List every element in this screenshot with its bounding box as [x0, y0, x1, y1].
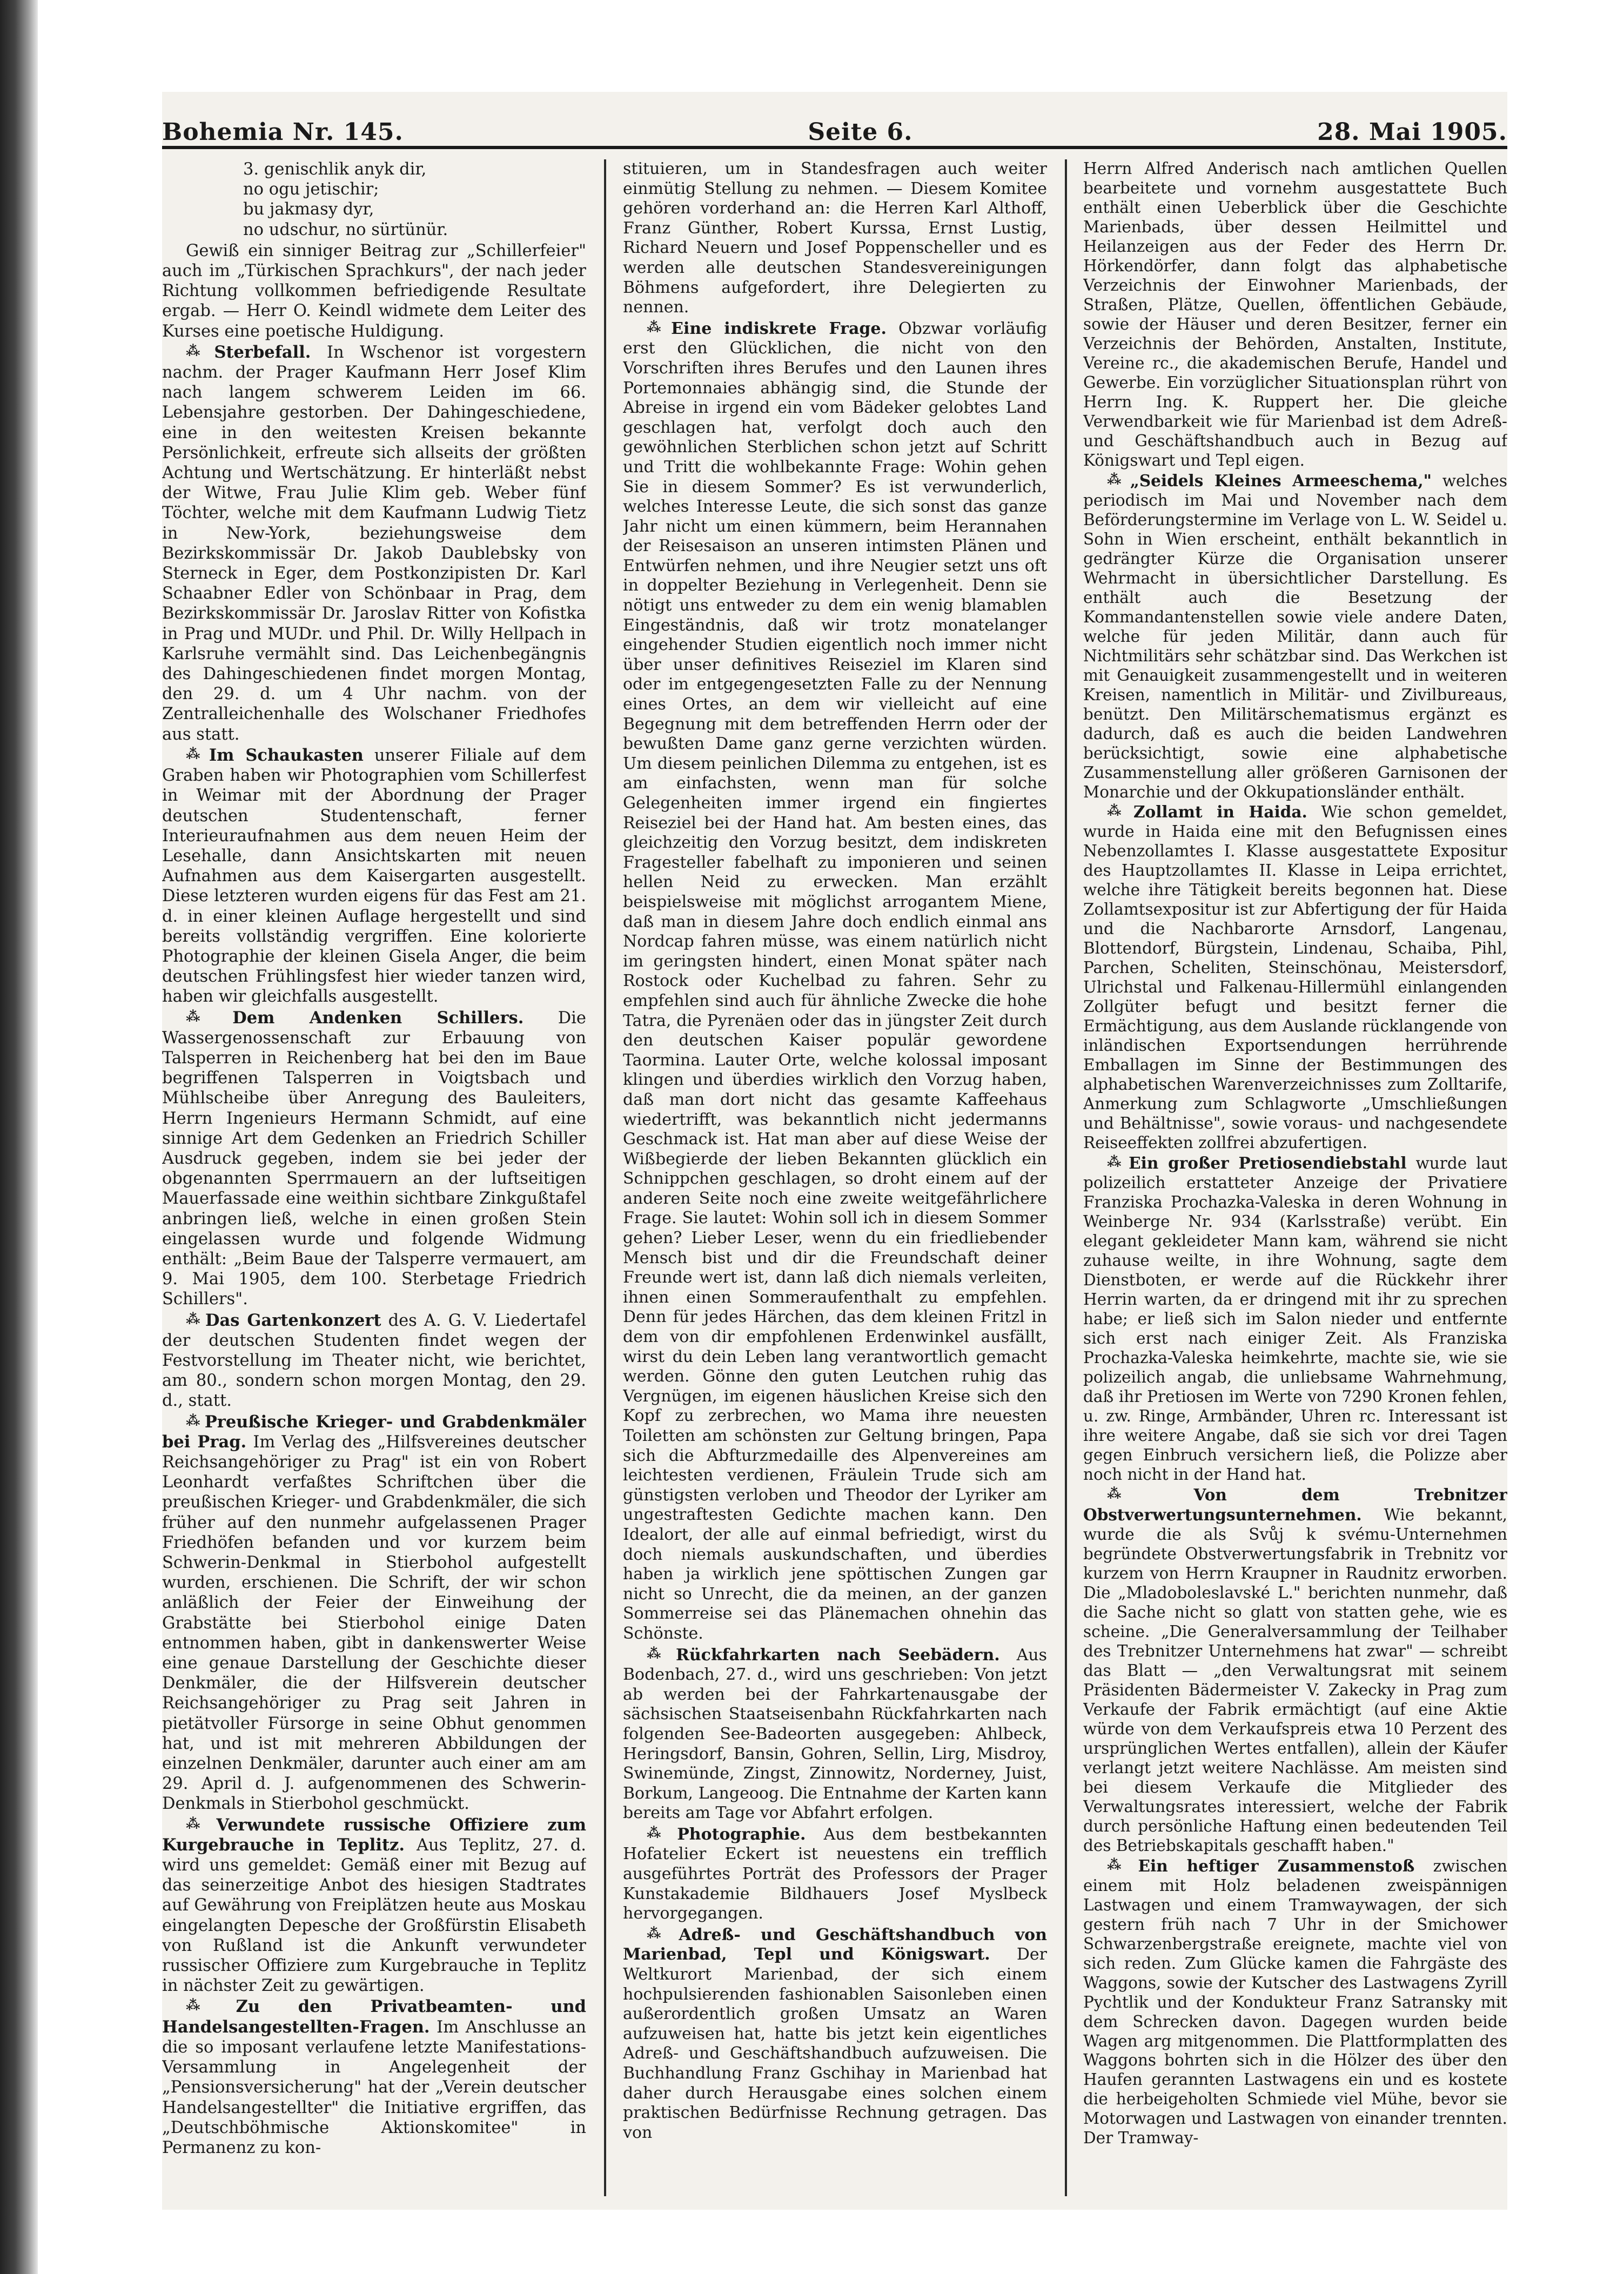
asterism-icon: ⁂: [647, 1925, 676, 1942]
news-item-body: Aus Teplitz, 27. d. wird uns gemeldet: Gemäß einer mit Bezug auf das seinerzeitige Anbot des hiesigen Stadtrates auf Gewährung von Freiplätzen heute aus Moskau eingelangten Depesche der Großfürstin Elisabeth von Rußland ist die Ankunft verwundeter russischer Offiziere zum Kurgebrauche in Teplitz in nächster Zeit zu gewärtigen.: [162, 1835, 586, 1996]
news-item-body: Im Anschlusse an die so imposant verlaufene letzte Manifestations-Versammlung in Angelegenheit der „Pensionsversicherung" hat der „Verein deutscher Handelsangestellter" die Initiative ergriffen, das „Deutschböhmische Aktionskomitee" in Permanenz zu kon-: [162, 2017, 586, 2157]
asterism-icon: ⁂: [647, 1824, 674, 1841]
news-item-body: Aus Bodenbach, 27. d., wird uns geschrieben: Von jetzt ab werden bei der Fahrkartenausgabe der sächsischen Staatseisenbahn Rückfahrkarten nach folgenden See-Badeorten ausgegeben: Ahlbeck, Heringsdorf, Bansin, Gohren, Sellin, Lirg, Misdroy, Swinemünde, Zingst, Zinnowitz, Norderney, Juist, Borkum, Langeoog. Die Entnahme der Karten kann bereits am Tage vor Abfahrt erfolgen.: [623, 1645, 1047, 1823]
news-item: [162, 1814, 586, 1996]
newspaper-page: [162, 92, 1507, 2210]
poem-verse: 3. genischlik anyk dir, no ogu jetischir; bu jakmasy dyr, no udschur, no sürtünür.: [243, 160, 448, 239]
news-item-body: unserer Filiale auf dem Graben haben wir Photographien vom Schillerfest in Weimar mit der Abordnung der Prager deutschen Studentenschaft, ferner Interieuraufnahmen aus dem neuen Heim der Lesehalle, dann Ansichtskarten mit neuen Aufnahmen aus dem Kaisergarten ausgestellt. Diese letzteren wurden eigens für das Fest am 21. d. in einer kleinen Auflage hergestellt und sind bereits vollständig vergriffen. Eine kolorierte Photographie der kleinen Gisela Anger, die beim deutschen Frühlingsfest hier wieder tanzen wird, haben wir gleichfalls ausgestellt.: [162, 746, 586, 1007]
news-item: [1083, 471, 1507, 802]
column-2: [623, 159, 1047, 2202]
news-item-headline: Zu den Privatbeamten- und Handelsangestellten-Fragen.: [162, 1997, 586, 2037]
asterism-icon: ⁂: [1107, 471, 1127, 488]
news-item-body: In Wschenor ist vorgestern nachm. der Prager Kaufmann Herr Josef Klim nach langem schwerem Leiden im 66. Lebensjahre gestorben. Der Dahingeschiedene, eine in den weitesten Kreisen bekannte Persönlichkeit, erfreute sich allseits der größten Achtung und Wertschätzung. Er hinterläßt nebst der Witwe, Frau Julie Klim geb. Weber fünf Töchter, welche mit dem Kaufmann Ludwig Tietz in New-York, beziehungsweise dem Bezirkskommissär Dr. Jakob Daublebsky von Sterneck in Eger, dem Postkonzipisten Dr. Karl Schaabner Edler von Schönbaar in Prag, dem Bezirkskommissär Dr. Jaroslav Ritter von Kofistka in Prag und MUDr. und Phil. Dr. Willy Hellpach in Karlsruhe vermählt sind. Das Leichenbegängnis des Dahingeschiedenen findet morgen Montag, den 29. d. um 4 Uhr nachm. von der Zentralleichenhalle des Wolschaner Friedhofes aus statt.: [162, 343, 586, 744]
news-item-headline: Verwundete russische Offiziere zum Kurgebrauche in Teplitz.: [162, 1815, 586, 1855]
news-item-body: des A. G. V. Liedertafel der deutschen Studenten findet wegen der Festvorstellung im Theater nicht, wie berichtet, am 80., sondern schon morgen Montag, den 29. d., statt.: [162, 1311, 586, 1411]
header-rule: [162, 146, 1507, 149]
asterism-icon: ⁂: [186, 1008, 230, 1025]
news-item: [162, 1007, 586, 1310]
news-item-headline: Eine indiskrete Frage.: [671, 319, 887, 338]
news-item-body: welches periodisch im Mai und November nach dem Beförderungstermine im Verlage von L. W. Seidel u. Sohn in Wien erscheint, enthält bekanntlich in gedrängter Kürze die Organisation unserer Wehrmacht in übersichtlicher Darstellung. Es enthält auch die Besetzung der Kommandantenstellen sowie viele andere Daten, welche für jeden Militär, dann auch für Nichtmilitärs sehr schätzbar sind. Das Werkchen ist mit Genauigkeit zusammengestellt und in weiteren Kreisen, namentlich in Militär- und Zivilbureaus, benützt. Den Militärschematismus ergänzt es dadurch, daß es auch die beiden Landwehren berücksichtigt, sowie eine alphabetische Zusammenstellung aller größeren Garnisonen der Monarchie und der Okkupationsländer enthält.: [1083, 471, 1507, 801]
news-item: [1083, 1485, 1507, 1856]
news-item-headline: Preußische Krieger- und Grabdenkmäler bei Prag.: [162, 1412, 586, 1452]
news-item: [162, 744, 586, 1007]
news-item-headline: Von dem Trebnitzer Obstverwertungsunternehmen.: [1083, 1485, 1507, 1524]
news-item: [162, 1310, 586, 1411]
paragraph: Herrn Alfred Anderisch nach amtlichen Quellen bearbeitete und vornehm ausgestattete Buch enthält einen Ueberblick über die Geschichte Marienbads, über dessen Heilmittel und Heilanzeigen aus der Feder des Herrn Dr. Hörkendörfer, dann folgt das alphabetische Verzeichnis der Einwohner Marienbads, der Straßen, Plätze, Quellen, öffentlichen Gebäude, sowie der Häuser und deren Besitzer, ferner ein Verzeichnis der Behörden, Anstalten, Institute, Vereine rc., die akademischen Berufe, Handel und Gewerbe. Ein vorzüglicher Situationsplan rührt von Herrn Ing. K. Ruppert her. Die gleiche Verwendbarkeit wie für Marienbad ist dem Adreß- und Geschäftshandbuch auch in Bezug auf Königswart und Tepl eigen.: [1083, 159, 1507, 469]
masthead-issue: Bohemia Nr. 145.: [162, 118, 404, 146]
news-item: [1083, 1856, 1507, 2149]
news-item: [1083, 802, 1507, 1153]
news-item-body: wurde laut polizeilich erstatteter Anzeige der Privatiere Franziska Prochazka-Valeska in deren Wohnung in Weinberge Nr. 934 (Karlsstraße) verübt. Ein elegant gekleideter Mann kam, während sie nicht zuhause weilte, in ihre Wohnung, sagte dem Dienstboten, er werde auf die Rückkehr ihrer Herrin warten, da er dringend mit ihr zu sprechen habe; er ließ sich im Salon nieder und entfernte sich erst nach einiger Zeit. Als Franziska Prochazka-Valeska heimkehrte, machte sie, wie sie polizeilich angab, die unliebsame Wahrnehmung, daß ihr Pretiosen im Werte von 7290 Kronen fehlen, u. zw. Ringe, Armbänder, Uhren rc. Interessant ist ihre weitere Angabe, daß sie sich vor drei Tagen gegen Einbruch versichern ließ, die Polizze aber noch nicht in der Hand hat.: [1083, 1154, 1507, 1484]
column-rule: [1065, 159, 1067, 2196]
news-item-headline: Das Gartenkonzert: [205, 1310, 381, 1330]
paragraph: Gewiß ein sinniger Beitrag zur „Schillerfeier" auch im „Türkischen Sprachkurs", der nach jeder Richtung vollkommen befriedigende Resultate ergab. — Herr O. Keindl widmete dem Leiter des Kurses eine poetische Huldigung.: [162, 241, 586, 341]
news-item: [162, 341, 586, 744]
column-3: [1083, 159, 1507, 2202]
asterism-icon: ⁂: [186, 1997, 233, 2014]
news-item-body: Im Verlag des „Hilfsvereines deutscher Reichsangehöriger zu Prag" ist ein von Robert Leonhardt verfaßtes Schriftchen über die preußischen Krieger- und Grabdenkmäler, die sich früher auf den nunmehr aufgelassenen Prager Friedhöfen befanden und vor kurzem beim Schwerin-Denkmal in Stierbohol aufgestellt wurden, erschienen. Die Schrift, der wir schon anläßlich der Feier der Einweihung der Grabstätte bei Stierbohol einige Daten entnommen haben, gibt in dankenswerter Weise eine genaue Darstellung der Geschichte dieser Denkmäler, die der Hilfsverein deutscher Reichsangehöriger zu Prag seit Jahren in pietätvoller Fürsorge in seine Obhut genommen hat, und ist mit mehreren Abbildungen der einzelnen Denkmäler, darunter auch einer am am 29. April d. J. aufgenommenen des Schwerin-Denkmals in Stierbohol geschmückt.: [162, 1432, 586, 1814]
news-item: [623, 318, 1047, 1644]
news-item: [1083, 1153, 1507, 1485]
asterism-icon: ⁂: [186, 1815, 213, 1832]
issue-date: 28. Mai 1905.: [1317, 118, 1507, 146]
news-item-headline: Zollamt in Haida.: [1133, 802, 1307, 822]
asterism-icon: ⁂: [186, 1311, 202, 1327]
news-item-headline: „Seidels Kleines Armeeschema,": [1130, 471, 1432, 490]
news-item-headline: Sterbefall.: [214, 342, 311, 362]
news-item-body: Aus dem bestbekannten Hofatelier Eckert ist neuestens ein trefflich ausgeführtes Porträt des Professors der Prager Kunstakademie Bildhauers Josef Myslbeck hervorgegangen.: [623, 1824, 1047, 1923]
news-item: [623, 1924, 1047, 2143]
asterism-icon: ⁂: [186, 343, 211, 359]
asterism-icon: ⁂: [1107, 1154, 1126, 1171]
news-item-body: Der Weltkurort Marienbad, der sich einem hochpulsierenden fashionablen Saisonleben einen außerordentlich großen Umsatz an Waren aufzuweisen hat, hatte bis jetzt kein eigentliches Adreß- und Geschäftshandbuch aufzuweisen. Die Buchhandlung Franz Gschihay in Marienbad hat daher durch Herausgabe eines solchen einem praktischen Bedürfnisse Rechnung getragen. Das von: [623, 1945, 1047, 2142]
asterism-icon: ⁂: [186, 746, 206, 762]
scan-edge: [0, 0, 38, 2274]
column-rule: [604, 159, 606, 2196]
news-item-headline: Ein heftiger Zusammenstoß: [1138, 1856, 1415, 1875]
news-item-headline: Photographie.: [677, 1824, 806, 1844]
news-item-headline: Rückfahrkarten nach Seebädern.: [675, 1645, 1000, 1665]
asterism-icon: ⁂: [647, 319, 668, 336]
asterism-icon: ⁂: [186, 1412, 202, 1429]
page-header: [162, 108, 1507, 146]
news-item-headline: Im Schaukasten: [209, 745, 364, 765]
news-item: [623, 1823, 1047, 1924]
news-item: [162, 1411, 586, 1814]
page-number: Seite 6.: [808, 118, 913, 146]
asterism-icon: ⁂: [1107, 1856, 1135, 1873]
asterism-icon: ⁂: [647, 1645, 673, 1662]
paragraph: stituieren, um in Standesfragen auch weiter einmütig Stellung zu nehmen. — Diesem Komitee gehören vorderhand an: die Herren Karl Althoff, Franz Günther, Robert Kurssa, Ernst Lustig, Richard Neuern und Josef Poppenscheller und es werden alle deutschen Standesvereinigungen Böhmens aufgefordert, ihre Delegierten zu nennen.: [623, 159, 1047, 317]
news-item: [162, 1996, 586, 2158]
column-1: [162, 159, 586, 2202]
news-item-headline: Ein großer Pretiosendiebstahl: [1129, 1153, 1407, 1173]
news-item-body: Wie schon gemeldet, wurde in Haida eine mit den Befugnissen eines Nebenzollamtes I. Klasse ausgestattete Expositur des Hauptzollamtes II. Klasse in Leipa errichtet, welche ihre Tätigkeit bereits begonnen hat. Diese Zollamtsexpositur ist zur Abfertigung der für Haida und die Nachbarorte Arnsdorf, Langenau, Blottendorf, Bürgstein, Lindenau, Schaiba, Pihl, Parchen, Scheliten, Steinschönau, Meistersdorf, Ulrichstal und Falkenau-Hillermühl einlangenden Zollgüter befugt und besitzt ferner die Ermächtigung, aus dem Auslande rücklangende von inländischen Exportsendungen herrührende Emballagen im Sinne der Bestimmungen des alphabetischen Warenverzeichnisses zum Zolltarife, Anmerkung zum Schlagworte „Umschließungen und Behältnisse", sowie voraus- und nachgesendete Reiseeffekten zollfrei abzufertigen.: [1083, 803, 1507, 1152]
news-item-body: zwischen einem mit Holz beladenen zweispännigen Lastwagen und einem Tramwaywagen, der sich gestern früh nach 7 Uhr in der Smichower Schwarzenbergstraße ereignete, machte viel von sich reden. Zum Glücke kamen die Fahrgäste des Waggons, sowie der Kutscher des Lastwagens Zyrill Pychtlik und der Kondukteur Franz Satransky mit dem Schrecken davon. Dagegen wurden beide Wagen arg mitgenommen. Die Plattformplatten des Waggons bohrten sich in die Hölzer des über den Haufen gerannten Lastwagens ein und es kostete die herbeigeholten Schmiede viel Mühe, bevor sie Motorwagen und Lastwagen von einander trennten. Der Tramway-: [1083, 1856, 1507, 2148]
news-item-body: Wie bekannt, wurde die als Svůj k svému-Unternehmen begründete Obstverwertungsfabrik in Trebnitz vor kurzem von Herrn Kraupner in Raudnitz erworben. Die „Mladoboleslavské L." berichten nunmehr, daß die Sache nicht so glatt von statten gehe, wie es scheine. „Die Generalversammlung der Teilhaber des Trebnitzer Unternehmens hat zwar" — schreibt das Blatt — „den Verwaltungsrat mit seinem Präsidenten Bädermeister V. Zakecky in Prag zum Verkaufe der Fabrik ermächtigt (auf eine Aktie würde von dem Verkaufspreis etwa 10 Perzent des ursprünglichen Wertes entfallen), allein der Käufer verlangt jetzt weitere Nachlässe. Am meisten sind bei diesem Verkaufe die Mitglieder des Verwaltungsrates interessiert, welche der Fabrik durch persönliche Haftung einen bedeutenden Teil des Betriebskapitals geschafft haben.": [1083, 1505, 1507, 1855]
news-item: [623, 1644, 1047, 1823]
news-item-headline: Dem Andenken Schillers.: [232, 1008, 524, 1028]
news-item-headline: Adreß- und Geschäftshandbuch von Marienbad, Tepl und Königswart.: [623, 1925, 1047, 1964]
asterism-icon: ⁂: [1107, 1485, 1191, 1502]
asterism-icon: ⁂: [1107, 803, 1130, 820]
news-item-body: Obzwar vorläufig erst den Glücklichen, die nicht von den Vorschriften ihres Berufes und den Launen ihres Portemonnaies abhängig sind, die Stunde der Abreise in irgend ein vom Bädeker gelobtes Land geschlagen hat, verfolgt doch auch den gewöhnlichen Sterblichen schon jetzt auf Schritt und Tritt die wohlbekannte Frage: Wohin gehen Sie in diesem Sommer? Es ist verwunderlich, welches Interesse Leute, die sich sonst das ganze Jahr nicht um einen kümmern, beim Herannahen der Reisesaison an unseren intimsten Plänen und Entwürfen nehmen, und ihre Neugier setzt uns oft in doppelter Beziehung in Verlegenheit. Denn sie nötigt uns entweder zu dem ein wenig blamablen Eingeständnis, daß wir trotz monatelanger eingehender Studien eigentlich noch immer nicht über unser definitives Reiseziel im Klaren sind oder im entgegengesetzten Falle zu der Nennung eines Ortes, an dem wir vielleicht auf eine Begegnung mit dem betreffenden Herrn oder der bewußten Dame ganz gerne verzichten würden. Um diesem peinlichen Dilemma zu entgehen, ist es am einfachsten, wenn man für solche Gelegenheiten immer irgend ein fingiertes Reiseziel bei der Hand hat. Am besten eines, das gleichzeitig den Vorzug besitzt, dem indiskreten Fragesteller fabelhaft zu imponieren und seinen hellen Neid zu erwecken. Man erzählt beispielsweise mit möglichst arrogantem Miene, daß man in diesem Jahre doch endlich einmal ans Nordcap fahren müsse, was einem natürlich nicht im geringsten hindert, einen Monat später nach Rostock oder Kuchelbad zu fahren. Sehr zu empfehlen sind auch für ähnliche Zwecke die hohe Tatra, die Pyrenäen oder das in jüngster Zeit durch den deutschen Kaiser populär gewordene Taormina. Lauter Orte, welche kolossal imposant klingen und überdies wirklich den Vorzug haben, daß man dort nicht das gesamte Kaffeehaus wiedertrifft, was bekanntlich nicht jedermanns Geschmack ist. Hat man aber auf diese Weise der Wißbegierde der lieben Bekannten glücklich ein Schnippchen geschlagen, so droht einem auf der anderen Seite noch eine zweite weitgefährlichere Frage. Sie lautet: Wohin soll ich in diesem Sommer gehen? Lieber Leser, wenn du ein friedliebender Mensch bist und dir die Freundschaft deiner Freunde wert ist, dann laß dich niemals verleiten, ihnen einen Sommeraufenthalt zu empfehlen. Denn für jedes Härchen, das dem kleinen Fritzl in dem von dir empfohlenen Erdenwinkel ausfällt, wirst du dein Leben lang verantwortlich gemacht werden. Gönne den guten Leutchen ruhig das Vergnügen, im eigenen häuslichen Kreise sich den Kopf zu zerbrechen, wo Mama ihre neuesten Toiletten am schönsten zur Geltung bringen, Papa sich die Abfturzmedaille des Alpenvereines am leichtesten verdienen, Fräulein Trude sich am günstigsten verloben und Theodor der Lyriker am ungestraftesten Gedichte machen kann. Den Idealort, der alle auf einmal befriedigt, wirst du doch niemals auskundschaften, und überdies haben ja wirklich jene spöttischen Zungen gar nicht so Unrecht, die da meinen, an der ganzen Sommerreise sei das Plänemachen ohnehin das Schönste.: [623, 319, 1047, 1643]
news-item-body: Die Wassergenossenschaft zur Erbauung von Talsperren in Reichenberg hat bei den im Baue begriffenen Talsperren in Voigtsbach und Mühlscheibe über Anregung des Bauleiters, Herrn Ingenieurs Hermann Schmidt, auf eine sinnige Art dem Gedenken an Friedrich Schiller Ausdruck gegeben, indem sie bei jeder der obgenannten Sperrmauern an der luftseitigen Mauerfassade eine weithin sichtbare Zinkgußtafel anbringen ließ, welche in einen großen Stein eingelassen wurde und folgende Widmung enthält: „Beim Baue der Talsperre vermauert, am 9. Mai 1905, dem 100. Sterbetage Friedrich Schillers".: [162, 1008, 586, 1309]
